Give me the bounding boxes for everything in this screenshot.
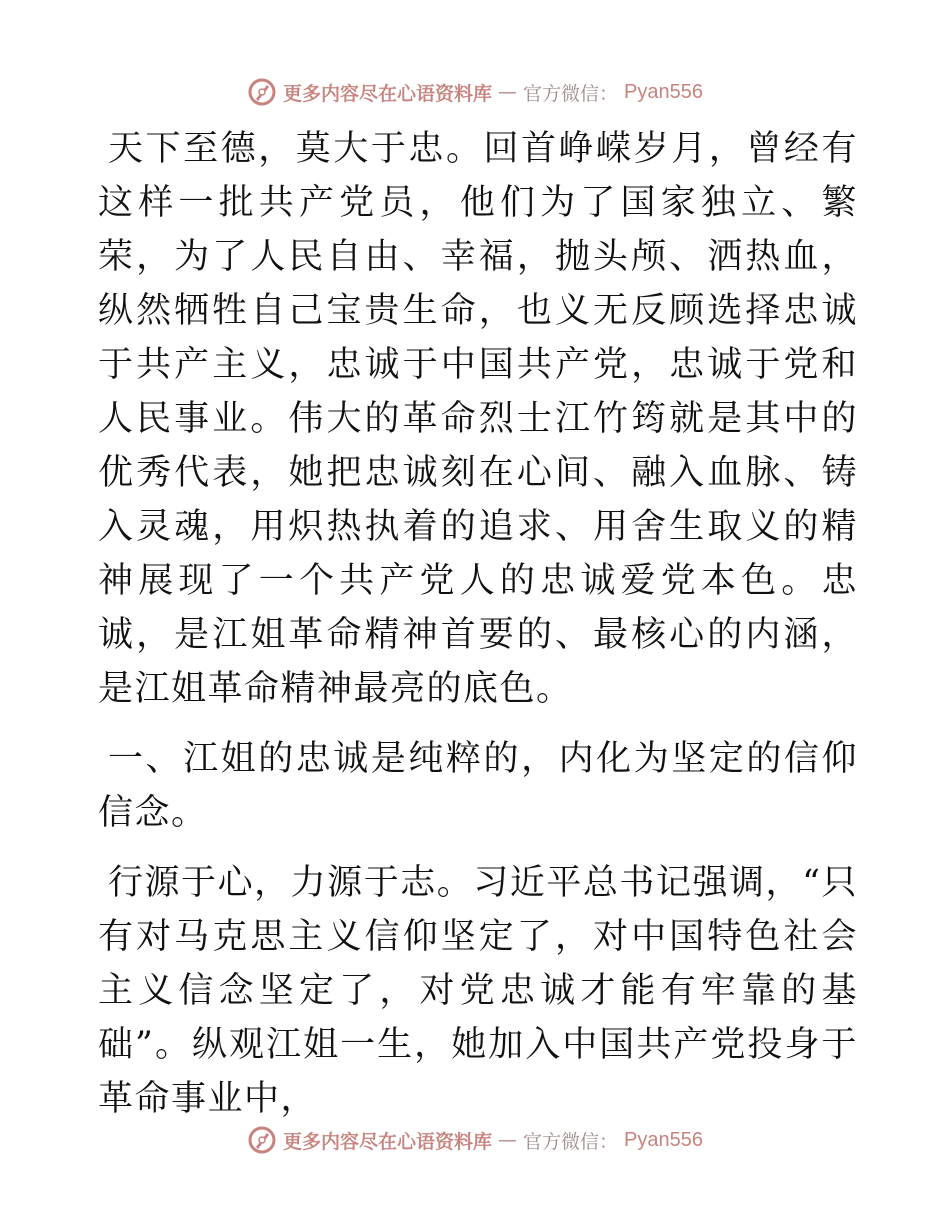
watermark-footer [0, 1120, 950, 1160]
watermark-wechat-label: 官方微信： [523, 82, 619, 105]
watermark-name: 更多内容尽在心语资料库 [283, 1130, 493, 1153]
watermark-wechat-label: 官方微信： [523, 1130, 619, 1153]
paragraph-gap [98, 716, 858, 732]
watermark-header [0, 72, 950, 112]
paragraph-intro: 天下至德，莫大于忠。回首峥嵘岁月，曾经有这样一批共产党员，他们为了国家独立、繁荣，为了人民自由、幸福，抛头颅、洒热血，纵然牺牲自己宝贵生命，也义无反顾选择忠诚于共产主义，忠诚于中国共产党，忠诚于党和人民事业。伟大的革命烈士江竹筠就是其中的优秀代表，她把忠诚刻在心间、融入血脉、铸入灵魂，用炽热执着的追求、用舍生取义的精神展现了一个共产党人的忠诚爱党本色。忠诚，是江姐革命精神首要的、最核心的内涵，是江姐革命精神最亮的底色。 [98, 129, 858, 709]
quill-logo-icon [247, 1125, 277, 1155]
watermark-wechat-id: Pyan556 [624, 1128, 703, 1151]
document-body [98, 122, 858, 1126]
watermark-separator: — [498, 1129, 518, 1151]
quill-logo-icon [247, 77, 277, 107]
paragraph-body: 行源于心，力源于志。习近平总书记强调，“只有对马克思主义信仰坚定了，对中国特色社会主义信念坚定了，对党忠诚才能有牢靠的基础”。纵观江姐一生，她加入中国共产党投身于革命事业中， [98, 863, 858, 1119]
section-heading: 一、江姐的忠诚是纯粹的，内化为坚定的信仰信念。 [98, 739, 858, 833]
watermark-separator: — [498, 81, 518, 103]
watermark-wechat-id: Pyan556 [624, 80, 703, 103]
paragraph-gap [98, 840, 858, 856]
watermark-name: 更多内容尽在心语资料库 [283, 82, 493, 105]
